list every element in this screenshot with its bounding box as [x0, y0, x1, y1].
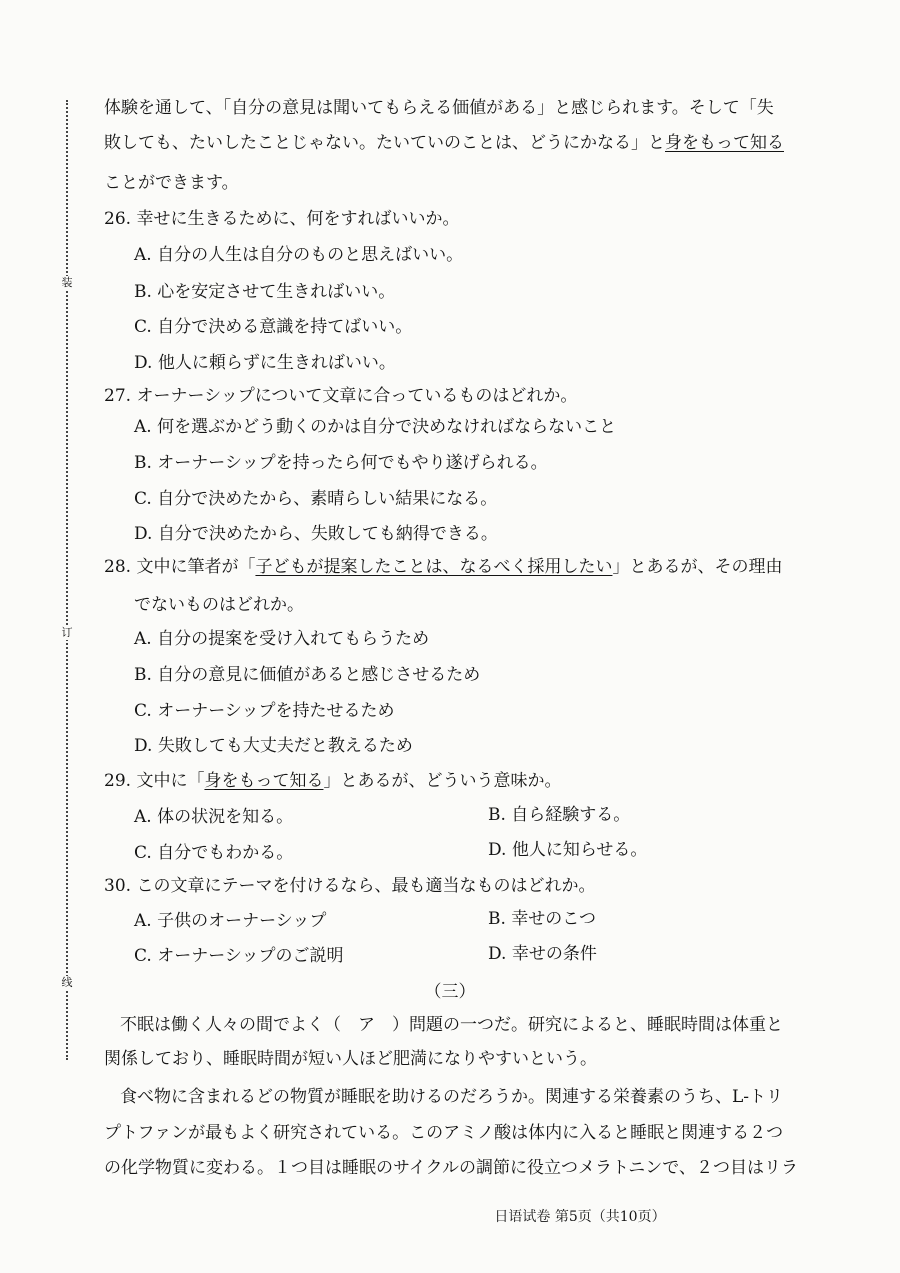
- question-30-option-a: A. 子供のオーナーシップ: [134, 911, 327, 931]
- passage-line: 不眠は働く人々の間でよく（ ア ）問題の一つだ。研究によると、睡眠時間は体重と: [120, 1015, 783, 1035]
- section-heading: （三）: [424, 982, 476, 1002]
- page-footer: 日语试卷 第5页（共10页）: [494, 1209, 666, 1225]
- question-28-stem-post: 」とあるが、その理由: [612, 557, 783, 577]
- question-30-option-c: C. オーナーシップのご説明: [134, 946, 344, 966]
- question-28-option-a: A. 自分の提案を受け入れてもらうため: [134, 629, 430, 649]
- binding-line: [66, 100, 69, 1060]
- question-29-stem-pre: 29. 文中に「: [104, 771, 205, 791]
- question-26-option-d: D. 他人に頼らずに生きればいい。: [134, 353, 396, 373]
- passage-line: 体験を通して、「自分の意見は聞いてもらえる価値がある」と感じられます。そして「失: [104, 98, 774, 118]
- question-28-stem-line2: でないものはどれか。: [134, 595, 304, 615]
- question-28-stem: [104, 555, 782, 579]
- question-27-option-b: B. オーナーシップを持ったら何でもやり遂げられる。: [134, 453, 548, 473]
- question-26-stem: 26. 幸せに生きるために、何をすればいいか。: [104, 209, 460, 229]
- passage-line: [104, 131, 784, 155]
- question-28-option-c: C. オーナーシップを持たせるため: [134, 701, 395, 721]
- question-29-option-c: C. 自分でもわかる。: [134, 843, 294, 863]
- question-29-stem: [104, 769, 561, 793]
- question-26-option-b: B. 心を安定させて生きればいい。: [134, 282, 396, 302]
- question-29-option-d: D. 他人に知らせる。: [488, 840, 648, 860]
- question-26-option-a: A. 自分の人生は自分のものと思えばいい。: [134, 245, 464, 265]
- question-29-option-b: B. 自ら経験する。: [488, 805, 631, 825]
- question-28-stem-pre: 28. 文中に筆者が「: [104, 557, 256, 577]
- passage-line: プトファンが最もよく研究されている。このアミノ酸は体内に入ると睡眠と関連する２つ: [104, 1123, 784, 1143]
- question-30-option-d: D. 幸せの条件: [488, 944, 597, 964]
- binding-mark-xian: 线: [59, 976, 75, 990]
- question-30-stem: 30. この文章にテーマを付けるなら、最も適当なものはどれか。: [104, 876, 596, 896]
- question-30-option-b: B. 幸せのこつ: [488, 909, 596, 929]
- passage-line: 食べ物に含まれるどの物質が睡眠を助けるのだろうか。関連する栄養素のうち、L-トリ: [120, 1087, 784, 1107]
- question-27-option-a: A. 何を選ぶかどう動くのかは自分で決めなければならないこと: [134, 417, 617, 437]
- binding-mark-ding: 订: [59, 626, 75, 640]
- binding-mark-zhuang: 装: [59, 276, 75, 290]
- passage-line: 関係しており、睡眠時間が短い人ほど肥満になりやすいという。: [104, 1049, 597, 1069]
- question-27-option-d: D. 自分で決めたから、失敗しても納得できる。: [134, 524, 498, 544]
- passage-line: ことができます。: [104, 173, 239, 193]
- question-29-option-a: A. 体の状況を知る。: [134, 807, 294, 827]
- question-28-option-d: D. 失敗しても大丈夫だと教えるため: [134, 736, 413, 756]
- question-28-option-b: B. 自分の意見に価値があると感じさせるため: [134, 665, 481, 685]
- question-26-option-c: C. 自分で決める意識を持てばいい。: [134, 317, 413, 337]
- passage-text: 敗しても、たいしたことじゃない。たいていのことは、どうにかなる」と: [104, 133, 665, 153]
- question-27-option-c: C. 自分で決めたから、素晴らしい結果になる。: [134, 489, 498, 509]
- passage-line: の化学物質に変わる。１つ目は睡眠のサイクルの調節に役立つメラトニンで、２つ目はリラ: [104, 1158, 798, 1178]
- question-29-stem-post: 」とあるが、どういう意味か。: [323, 771, 562, 791]
- underlined-phrase: 身をもって知る: [204, 771, 324, 791]
- underlined-phrase: 子どもが提案したことは、なるべく採用したい: [255, 557, 613, 577]
- question-27-stem: 27. オーナーシップについて文章に合っているものはどれか。: [104, 386, 578, 406]
- underlined-phrase: 身をもって知る: [665, 133, 784, 153]
